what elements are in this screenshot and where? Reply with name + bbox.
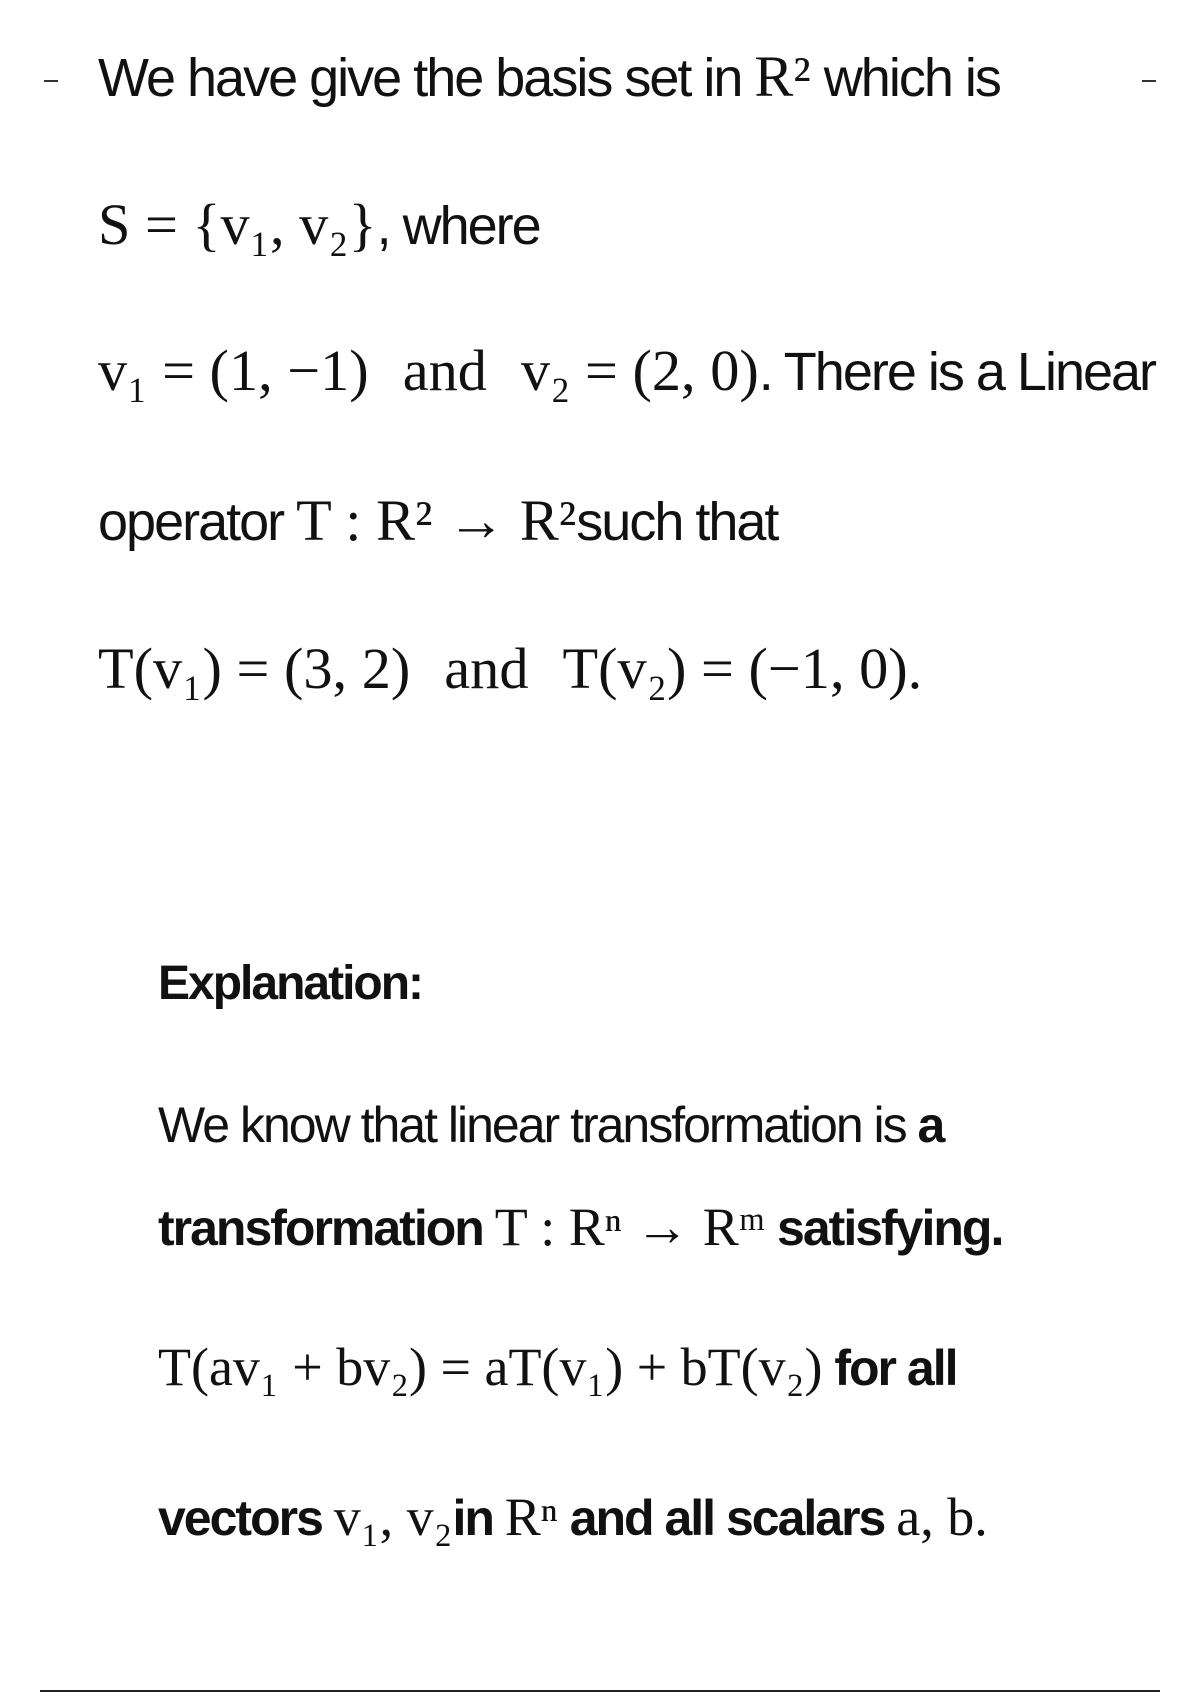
explanation-line-1 [158,1097,944,1153]
math-expression: a, b. [896,1487,988,1547]
explanation-bold-text: in [452,1490,505,1546]
explanation-heading: Explanation: [158,957,423,1010]
math-and: and [402,338,487,403]
problem-line-5 [98,636,923,701]
problem-text: We have give the basis set in [98,48,755,108]
problem-text: . There is a Linear [758,342,1156,402]
math-expression: v₁, v₂ [333,1487,453,1547]
problem-text: operator [98,492,297,552]
bottom-divider [40,1690,1160,1692]
math-expression: T(v₁) = (3, 2) [98,636,411,701]
explanation-bold-text: transformation [158,1200,495,1256]
explanation-bold-text: vectors [158,1490,334,1546]
problem-line-4 [98,488,778,553]
math-expression: T(v₂) = (−1, 0). [562,636,923,701]
problem-line-1 [98,44,1000,109]
explanation-bold-text: for all [822,1340,957,1396]
explanation-bold-text: satisfying. [765,1200,1003,1256]
math-and: and [444,636,529,701]
math-expression: S = {v₁, v₂} [98,192,377,257]
explanation-text: We know that linear transformation is [158,1097,918,1153]
problem-text: such that [576,492,778,552]
problem-line-2 [98,192,540,257]
problem-text: which is [810,48,1000,108]
math-expression: R² [754,44,811,109]
right-margin-dash [1142,80,1156,82]
math-expression: T(av₁ + bv₂) = aT(v₁) + bT(v₂) [158,1337,823,1397]
problem-text: , where [376,196,540,256]
math-expression: T : Rⁿ → Rᵐ [494,1197,766,1257]
left-margin-dash [44,80,58,82]
explanation-line-4 [158,1487,988,1547]
math-expression: T : R² → R² [296,488,577,553]
explanation-line-2 [158,1197,1003,1257]
problem-line-3 [98,338,1156,403]
explanation-line-3 [158,1337,957,1397]
explanation-bold-text: a [917,1097,944,1153]
math-expression: v₁ = (1, −1) [98,338,369,403]
math-expression: Rⁿ [504,1487,558,1547]
explanation-bold-text: and all scalars [557,1490,897,1546]
math-expression: v₂ = (2, 0) [520,338,759,403]
